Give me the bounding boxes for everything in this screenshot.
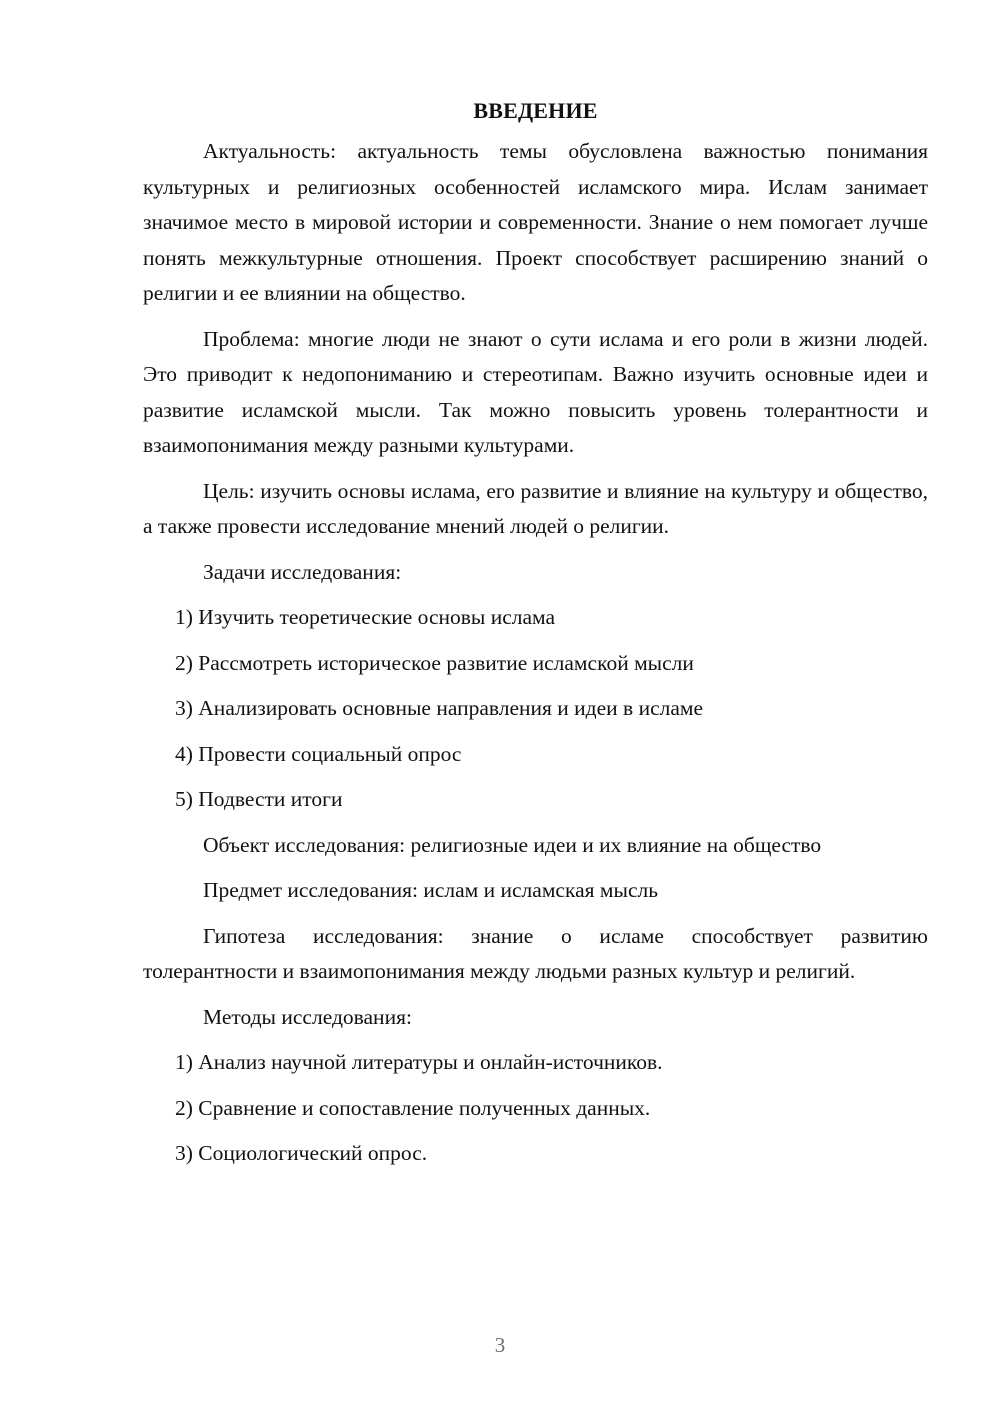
task-item: 2) Рассмотреть историческое развитие исламской мысли: [175, 650, 694, 675]
task-item: 5) Подвести итоги: [175, 787, 343, 811]
method-item: 1) Анализ научной литературы и онлайн-источников.: [175, 1050, 663, 1074]
methods-title: Методы исследования:: [203, 1004, 412, 1029]
document-page: [143, 94, 928, 1182]
tasks-title: Задачи исследования:: [203, 559, 402, 584]
subject-line: Предмет исследования: ислам и исламская мысль: [203, 878, 659, 902]
task-item: 4) Провести социальный опрос: [175, 741, 462, 766]
task-item: 1) Изучить теоретические основы ислама: [175, 605, 556, 629]
method-item: 3) Социологический опрос.: [175, 1141, 428, 1165]
object-line: Объект исследования: религиозные идеи и их влияние на общество: [203, 832, 822, 857]
actuality-paragraph: Актуальность: актуальность темы обусловлена важностью понимания культурных и религиозных особенностей исламского мира. Ислам занимает значимое место в мировой истории и современности. Знание о нем помогает лучше понять межкультурные отношения. Проект способствует расширению знаний о религии и ее влиянии на общество.: [143, 139, 928, 305]
problem-paragraph: Проблема: многие люди не знают о сути ислама и его роли в жизни людей. Это приводит к недопониманию и стереотипам. Важно изучить основные идеи и развитие исламской мысли. Так можно повысить уровень толерантности и взаимопонимания между разными культурами.: [143, 326, 928, 457]
tasks-list: [143, 600, 928, 818]
hypothesis-paragraph: Гипотеза исследования: знание о исламе способствует развитию толерантности и взаимопонимания между людьми разных культур и религий.: [143, 923, 928, 983]
methods-list: [143, 1045, 928, 1172]
page-number: 3: [494, 1333, 506, 1357]
task-item: 3) Анализировать основные направления и идеи в исламе: [175, 696, 704, 720]
method-item: 2) Сравнение и сопоставление полученных данных.: [175, 1095, 651, 1120]
section-heading: ВВЕДЕНИЕ: [473, 98, 598, 123]
goal-paragraph: Цель: изучить основы ислама, его развитие и влияние на культуру и общество, а также провести исследование мнений людей о религии.: [143, 478, 928, 538]
